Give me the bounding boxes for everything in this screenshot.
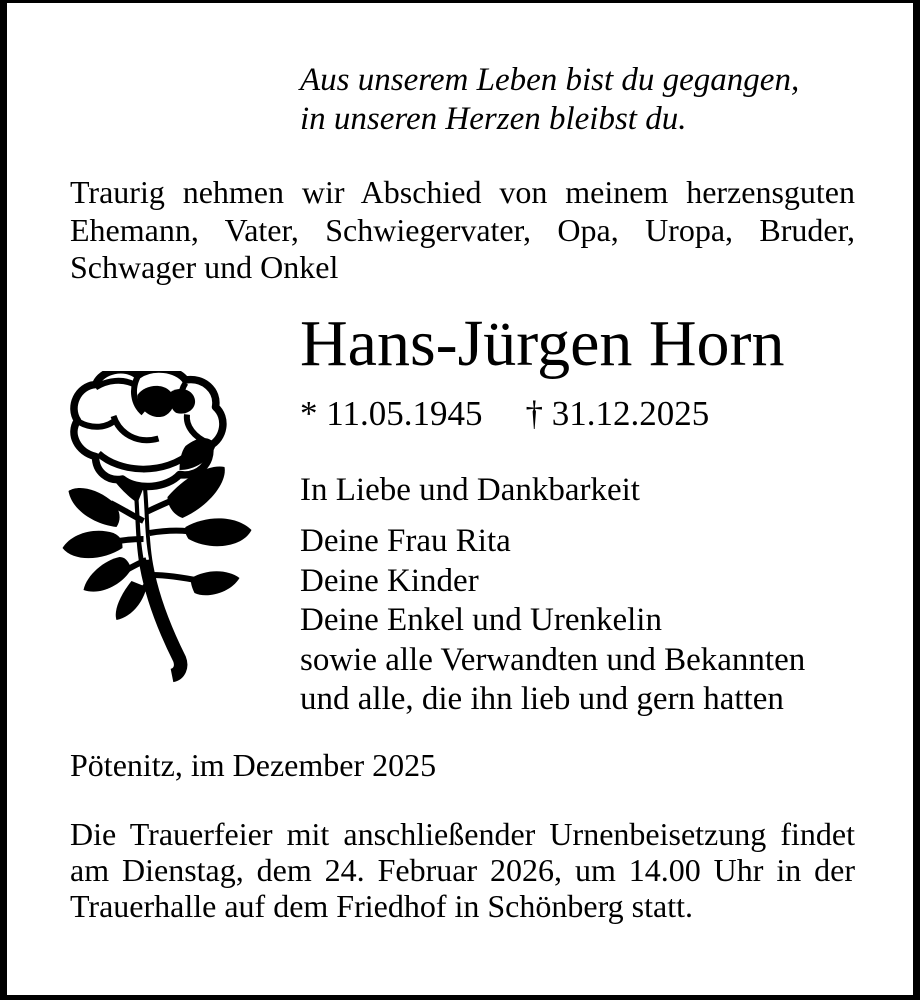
place-dateline: Pötenitz, im Dezember 2025 [70, 747, 437, 783]
mourner-line: sowie alle Verwandten und Bekannten [300, 641, 806, 678]
deceased-name: Hans-Jürgen Horn [300, 307, 785, 380]
obituary-notice-card [7, 3, 913, 995]
epigraph-line: in unseren Herzen bleibst du. [300, 101, 687, 137]
life-dates [300, 394, 709, 434]
funeral-line: Trauerhalle auf dem Friedhof in Schönberg statt. [70, 888, 693, 924]
mourner-line: Deine Kinder [300, 562, 479, 599]
rose-icon [59, 371, 285, 683]
funeral-line: Die Trauerfeier mit anschließender Urnenbeisetzung findet [70, 816, 855, 852]
intro-line: Ehemann, Vater, Schwiegervater, Opa, Uropa, Bruder, [70, 211, 855, 248]
mourner-line: Deine Enkel und Urenkelin [300, 602, 662, 638]
tribute-line: In Liebe und Dankbarkeit [300, 472, 640, 508]
intro-line: Traurig nehmen wir Abschied von meinem herzensguten [70, 174, 855, 210]
death-date: † 31.12.2025 [525, 394, 710, 433]
epigraph-line: Aus unserem Leben bist du gegangen, [300, 62, 800, 98]
intro-line: Schwager und Onkel [70, 249, 339, 285]
intro-paragraph [70, 174, 855, 287]
mourner-line: und alle, die ihn lieb und gern hatten [300, 681, 784, 717]
funeral-details [70, 816, 855, 924]
birth-date: * 11.05.1945 [300, 394, 483, 433]
epigraph [300, 61, 799, 139]
mourner-line: Deine Frau Rita [300, 523, 511, 559]
mourners-list [300, 522, 805, 720]
funeral-line: am Dienstag, dem 24. Februar 2026, um 14.00 Uhr in der [70, 852, 855, 888]
